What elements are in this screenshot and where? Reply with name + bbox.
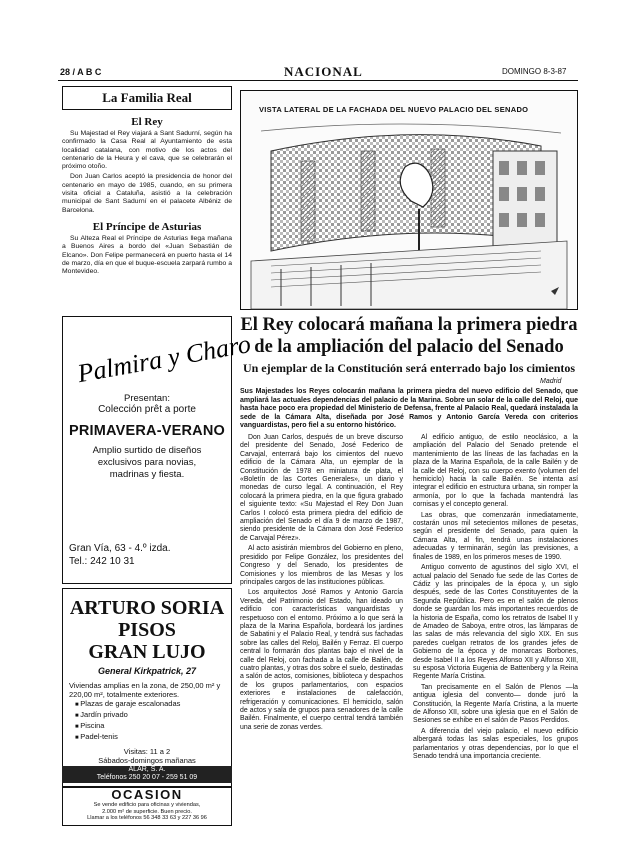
palmira-logo-text: Palmira y Charo xyxy=(75,329,253,389)
king-subtitle: El Rey xyxy=(131,116,163,128)
article-dateline: Madrid xyxy=(540,378,562,385)
article-paragraph: A diferencia del viejo palacio, el nuevo edificio albergará todas las salas especiales, los grupos parlamentarios y otras dependencias, por lo que el Senado tendrá una importancia creciente. xyxy=(413,727,578,761)
ad-arturo-features xyxy=(69,699,225,743)
alar-name: ALAR, S. A. xyxy=(128,766,166,773)
ad-desc-line-1: Amplio surtido de diseños xyxy=(92,445,202,456)
article-headline xyxy=(240,314,578,358)
article-paragraph: Tan precisamente en el Salón de Plenos —la antigua iglesia del convento— donde juró la Constitución, la Regente María Cristina, a la muerte de Alfonso XII, sobre una iglesia que en el Salón de Sesiones se exhibe en el salón de Pasos Perdidos. xyxy=(413,683,578,725)
ad-season-headline: PRIMAVERA-VERANO xyxy=(69,423,225,439)
ad-arturo-visits-2: Sábados-domingos mañanas xyxy=(98,756,196,765)
article-column-1 xyxy=(240,432,403,732)
ocasion-line-3: Llamar a los teléfonos 56 348 33 63 y 227 36 96 xyxy=(87,815,207,821)
article-paragraph: Los arquitectos José Ramos y Antonio García Vereda, del Patrimonio del Estado, han ideado un edificio con características vanguardistas y respetuoso con el entorno. Próximo a lo que será la plaza de la Marina Española, bordeará los jardines de Sabatini y el Palacio Real, y tendrá sus fachadas sobre las calles del Reloj, Bailén y Ferraz. El cuerpo central lo formarán dos plantas bajo el nivel de la calle del Reloj, con fachada a la calle de Bailén, de cuatro plantas, y otras dos sobre el suelo, destinadas a salón de actos, comisiones, biblioteca y despachos de los grupos parlamentarios, con espacios exteriores e instalaciones de calefacción, refrigeración y comunicaciones. El hemiciclo, salón de actos y sala de grupos para senadores de la calle Bailén. Finalmente, el cuerpo central tendrá también una serie de zonas verdes. xyxy=(240,589,403,731)
header-rule xyxy=(58,80,578,81)
king-paragraph-2: Don Juan Carlos aceptó la presidencia de honor del centenario en mayo de 1985, cuando, en su primera visita oficial a Cataluña, asistió a la celebración municipal de Sant Sadurní en el palacete Albéniz de Barcelona. xyxy=(62,173,232,214)
headline-line-1: El Rey colocará mañana la primera piedra xyxy=(240,315,578,335)
ocasion-line-2: 2.000 m² de superficie. Buen precio. xyxy=(102,808,192,815)
ad-arturo-line2: PISOS xyxy=(118,619,176,641)
ocasion-title: OCASION xyxy=(111,787,183,802)
headline-line-2: de la ampliación del palacio del Senado xyxy=(254,337,564,357)
article-paragraph: Antiguo convento de agustinos del siglo XVI, el actual palacio del Senado fue sede de las Cortes de Cádiz y las principales de la época y, un siglo después, sede de las Cortes Constituyentes de la Segunda República. Pero es en el salón de plenos donde se guardan los más importantes recuerdos de la historia de España, como los retratos de Isabel II y de Amadeo de Saboya, entre otros, las lámparas de las salas de más relevancia del siglo XIX. En sus paredes cuelgan retratos de los grandes jefes de Gobierno de la época y de monarcas Borbones, desde Isabel II a los Reyes Alfonso XII y Alfonso XIII, su esposa Victoria Eugenia de Battenberg y la Reina Regente María Cristina. xyxy=(413,564,578,681)
ad-phone: Tel.: 242 10 31 xyxy=(69,556,135,567)
feature-item: ■ Piscina xyxy=(75,721,225,732)
senate-illustration xyxy=(240,90,578,310)
ad-arturo-address: General Kirkpatrick, 27 xyxy=(97,666,197,676)
ad-desc-line-3: madrinas y fiesta. xyxy=(109,469,185,480)
royal-family-title: La Familia Real xyxy=(102,90,192,105)
article-subhead: Un ejemplar de la Constitución será enterrado bajo los cimientos xyxy=(242,361,576,375)
script-logo-graphic xyxy=(67,320,253,389)
feature-item: ■ Padel-tenis xyxy=(75,732,225,743)
ocasion-ad xyxy=(62,786,232,826)
ad-presents: Presentan: xyxy=(124,393,170,404)
article-paragraph: Al edificio antiguo, de estilo neoclásico, a la ampliación del Palacio del Senado pretende el mantenimiento de las líneas de las fachadas en la plaza de la Marina Española, de la calle Bailén y de la calle del Reloj, con su cuerpo exento (volumen del hemiciclo) hacia la calle Bailén. Se intenta así integrar el edificio en estructura urbana, sin romper la armonía, por lo que la fachada mantendrá las cornisas y el concepto general. xyxy=(413,434,578,509)
alar-phones: Teléfonos 250 20 07 - 259 51 09 xyxy=(96,774,198,781)
royal-family-box-title xyxy=(62,86,232,110)
article-column-2 xyxy=(413,432,578,761)
prince-paragraph-1: Su Alteza Real el Príncipe de Asturias llega mañana a Buenos Aires a bordo del «Juan Sebastián de Elcano». Don Felipe permanecerá en puerto hasta el 14 de marzo, día en que el buque-escuela zarpará rumbo a Montevideo. xyxy=(62,234,232,276)
article-lead: Sus Majestades los Reyes colocarán mañana la primera piedra del nuevo edificio del Senado, que ampliará las actuales dependencias del palacio de la Marina. Sobre un solar de la calle del Reloj, que hasta hace poco era propiedad del Ministerio de Defensa, frente al Palacio Real, quedará instalada la sede de la Cámara Alta, diseñada por José Ramos y Antonio García Vereda con criterios vanguardistas, pero fiel a su entorno histórico. xyxy=(240,388,578,429)
article-paragraph: Al acto asistirán miembros del Gobierno en pleno, presidido por Felipe González, los presidentes del Congreso y del Senado, los presidentes de Comisiones y los miembros de las Mesas y los principales cargos de las instituciones públicas. xyxy=(240,545,403,586)
prince-subtitle: El Príncipe de Asturias xyxy=(92,220,202,233)
ad-address: Gran Vía, 63 - 4.º izda. xyxy=(69,543,171,554)
ad-description xyxy=(63,445,231,481)
palmira-logo xyxy=(63,317,253,389)
ad-arturo-visits: Visitas: 11 a 2 xyxy=(123,747,171,756)
ad-arturo-desc: Viviendas amplias en la zona, de 250,00 m² y 220,00 m², totalmente exteriores. xyxy=(69,681,221,699)
page-number: 28 / A B C xyxy=(60,67,102,77)
ad-desc-line-2: exclusivos para novias, xyxy=(97,457,197,468)
king-paragraph-1: Su Majestad el Rey viajará a Sant Sadurní, según ha confirmado la Casa Real al Ayuntamiento de esta localidad catalana, con motivo de los actos del centenario de la Heura y el cava, que se celebrarán el próximo otoño. xyxy=(62,130,232,171)
feature-item: ■ Jardín privado xyxy=(75,710,225,721)
ad-address-block xyxy=(69,542,170,568)
ad-arturo-line1: ARTURO SORIA xyxy=(69,597,225,619)
issue-date: DOMINGO 8-3-87 xyxy=(502,67,567,76)
article-paragraph: Don Juan Carlos, después de un breve discurso del presidente del Senado, José Federico de Carvajal, enterrará bajo los cimientos del nuevo edificio de la Cámara Alta, un ejemplar de la Constitución de 1978 en miniatura de plata, el «Boletín de las Cortes Generales», un diario y monedas de curso legal. A continuación, el Rey colocará la primera piedra, en la que figura grabado el siguiente texto: «Su Majestad el Rey Don Juan Carlos I colocó esta primera piedra del edificio de ampliación del Senado el día 9 de marzo de 1987, siendo presidente de la Cámara don José Federico de Carvajal Pérez». xyxy=(240,434,403,542)
ad-arturo-line3: GRAN LUJO xyxy=(88,641,206,663)
palmira-charo-ad xyxy=(62,316,253,584)
ocasion-line-1: Se vende edificio para oficinas y viviendas, xyxy=(93,802,201,808)
arturo-soria-ad xyxy=(62,588,232,788)
section-title: NACIONAL xyxy=(284,64,363,79)
royal-family-column xyxy=(62,86,232,276)
article-paragraph: Las obras, que comenzarán inmediatamente, costarán unos mil setecientos millones de pesetas, según el presidente del Senado, para quien la Cámara Alta, al fin, tendrá unas instalaciones adecuadas y terminarán, según las previsiones, a finales de 1989, en los primeros meses de 1990. xyxy=(413,511,578,561)
alar-banner xyxy=(62,766,232,783)
illustration-caption: VISTA LATERAL DE LA FACHADA DEL NUEVO PALACIO DEL SENADO xyxy=(259,105,529,114)
ad-arturo-body xyxy=(63,681,231,765)
building-drawing xyxy=(241,91,577,309)
feature-item: ■ Plazas de garaje escalonadas xyxy=(75,699,225,710)
ad-collection: Colección prêt a porte xyxy=(98,404,196,415)
